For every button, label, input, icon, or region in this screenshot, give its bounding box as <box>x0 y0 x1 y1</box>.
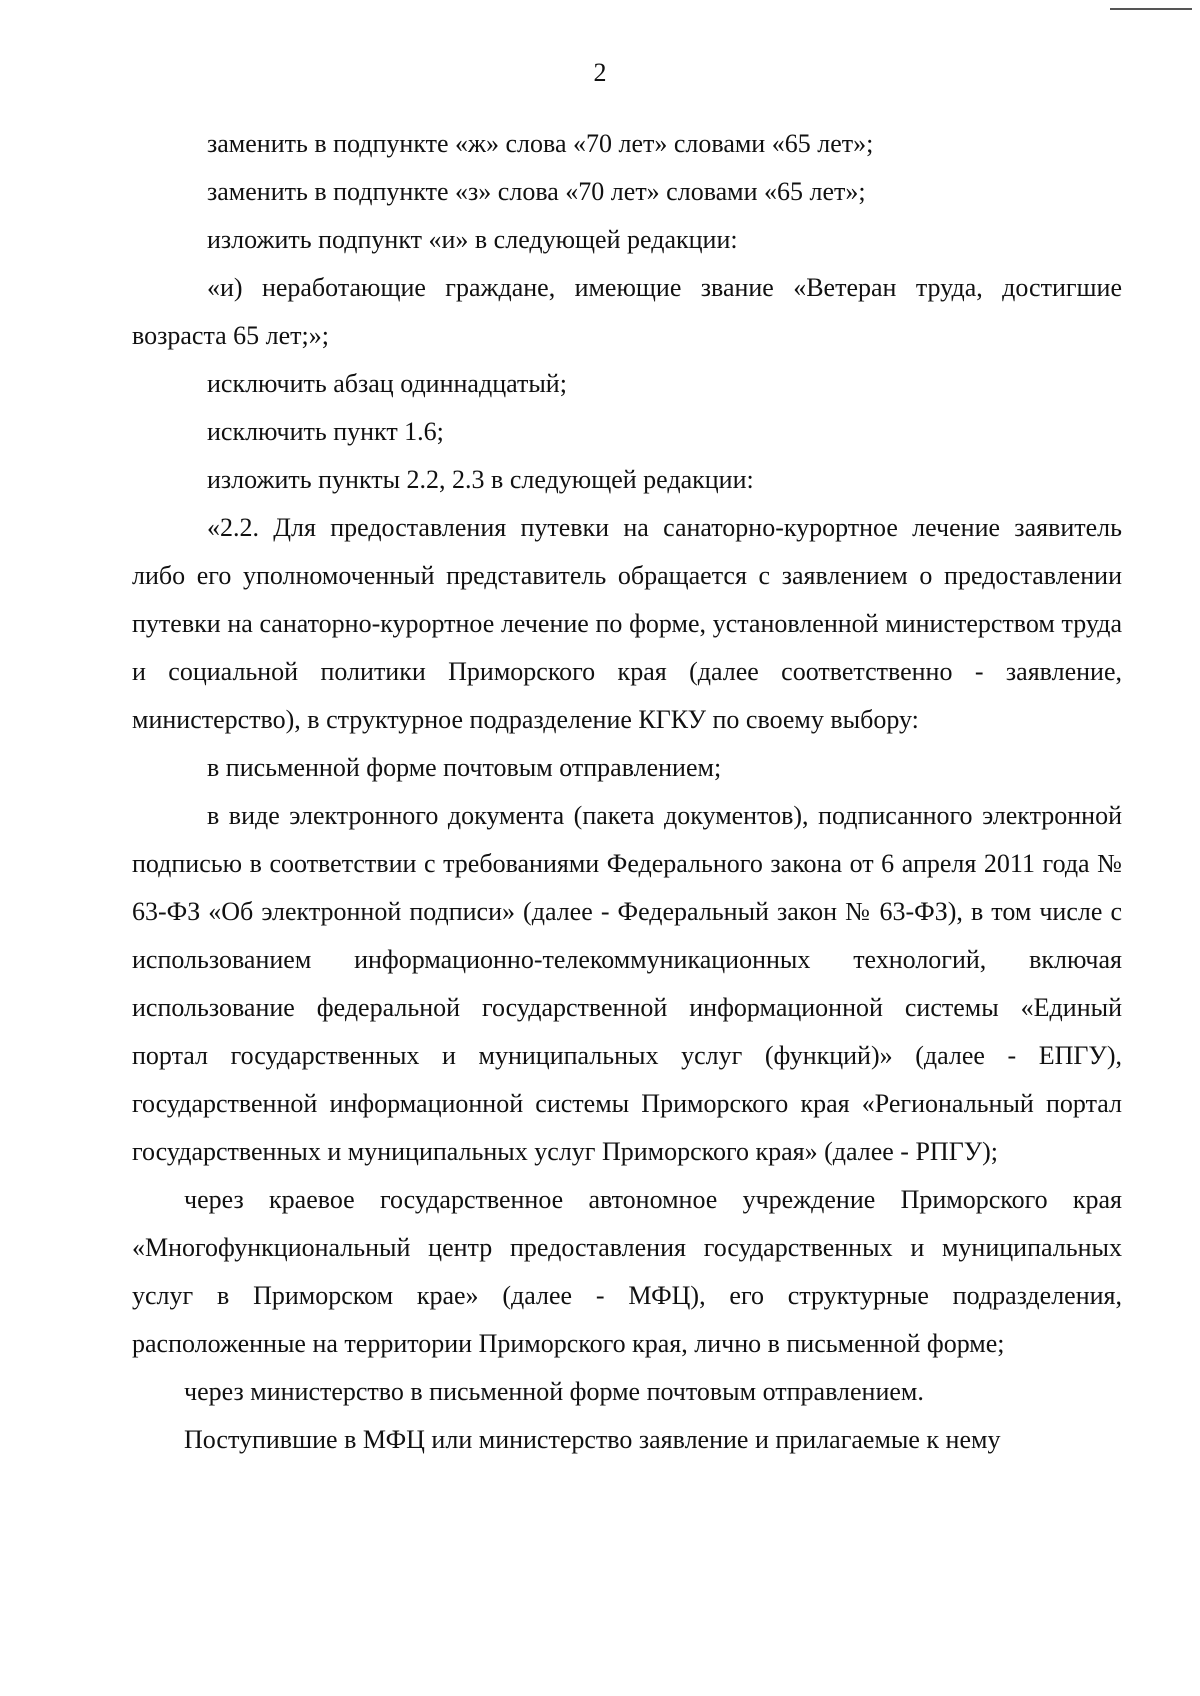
paragraph-ministry: через министерство в письменной форме почтовым отправлением. <box>184 1377 924 1406</box>
page-number: 2 <box>593 58 607 87</box>
paragraph-subitem-i: «и) неработающие граждане, имеющие звание «Ветеран труда, достигшие возраста 65 лет;»; <box>132 273 1122 350</box>
paragraph-replace-zh: заменить в подпункте «ж» слова «70 лет» словами «65 лет»; <box>207 129 874 158</box>
paragraph-postal: в письменной форме почтовым отправлением; <box>207 753 722 782</box>
paragraph-electronic: в виде электронного документа (пакета документов), подписанного электронной подписью в соответствии с требованиями Федерального закона от 6 апреля 2011 года № 63-ФЗ «Об электронной подписи» (далее - Федеральный закон № 63-ФЗ), в том числе с использованием информационно-телекоммуникационных технологий, включая использование федеральной государственной информационной системы «Единый портал государственных и муниципальных услуг (функций)» (далее - ЕПГУ), государственной информационной системы Приморского края «Региональный портал государственных и муниципальных услуг Приморского края» (далее - РПГУ); <box>132 801 1122 1166</box>
paragraph-received: Поступившие в МФЦ или министерство заявление и прилагаемые к нему <box>184 1425 1001 1454</box>
paragraph-state-i: изложить подпункт «и» в следующей редакции: <box>207 225 738 254</box>
paragraph-replace-z: заменить в подпункте «з» слова «70 лет» словами «65 лет»; <box>207 177 866 206</box>
paragraph-exclude-eleventh: исключить абзац одиннадцатый; <box>207 369 567 398</box>
document-body <box>132 120 1122 1464</box>
paragraph-state-2-2-2-3: изложить пункты 2.2, 2.3 в следующей редакции: <box>207 465 754 494</box>
top-edge-rule <box>1110 8 1192 10</box>
paragraph-mfc: через краевое государственное автономное учреждение Приморского края «Многофункциональный центр предоставления государственных и муниципальных услуг в Приморском крае» (далее - МФЦ), его структурные подразделения, расположенные на территории Приморского края, лично в письменной форме; <box>132 1185 1122 1358</box>
paragraph-exclude-1-6: исключить пункт 1.6; <box>207 417 444 446</box>
paragraph-2-2: «2.2. Для предоставления путевки на санаторно-курортное лечение заявитель либо его уполномоченный представитель обращается с заявлением о предоставлении путевки на санаторно-курортное лечение по форме, установленной министерством труда и социальной политики Приморского края (далее соответственно - заявление, министерство), в структурное подразделение КГКУ по своему выбору: <box>132 513 1122 734</box>
